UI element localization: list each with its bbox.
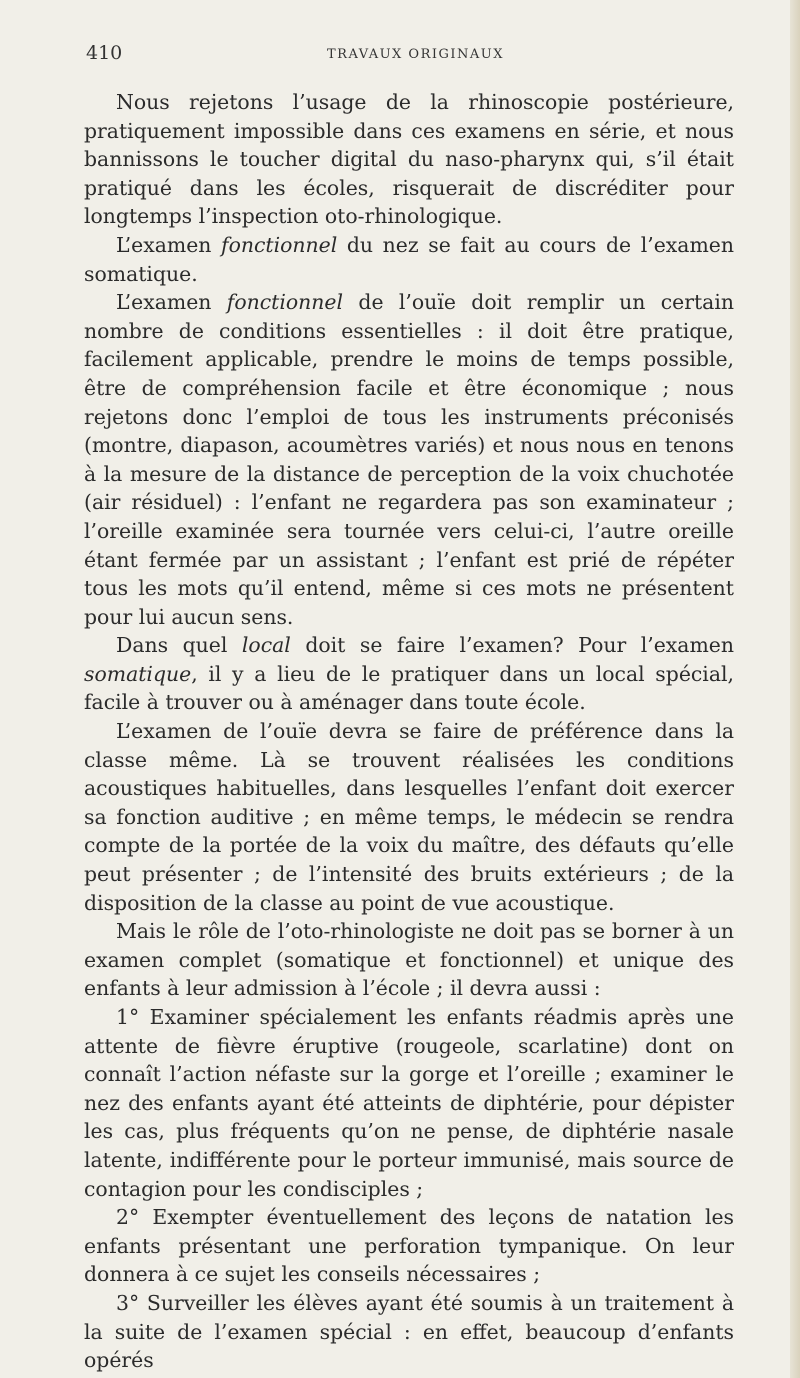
paragraph-5: L’examen de l’ouïe devra se faire de préférence dans la classe même. Là se trouvent réalisées les conditions acoustiques habituelles, dans lesquelles l’enfant doit exercer sa fonction auditive ; en même temps, le médecin se rendra compte de la portée de la voix du maître, des défauts qu’elle peut présenter ; de l’intensité des bruits extérieurs ; de la disposition de la classe au point de vue acoustique.: [84, 719, 734, 915]
paragraph-3-text-start: L’examen: [116, 290, 227, 315]
paragraph-3-emphasis: fonctionnel: [226, 290, 344, 315]
paragraph-9: 3° Surveiller les élèves ayant été soumis à un traitement à la suite de l’examen spécial : en effet, beaucoup d’enfants opérés: [84, 1290, 734, 1373]
page-header: [82, 42, 740, 72]
paragraph-7: 1° Examiner spécialement les enfants réadmis après une attente de fièvre éruptive (rougeole, scarlatine) dont on connaît l’action néfaste sur la gorge et l’oreille ; examiner le nez des enfants ayant été atteints de diphtérie, pour dépister les cas, plus fréquents qu’on ne pense, de diphtérie nasale latente, indifférente pour le porteur immunisé, mais source de contagion pour les condisciples ;: [84, 1005, 734, 1201]
paragraph-4-text-end: , il y a lieu de le pratiquer dans un local spécial, facile à trouver ou à aménager dans toute école.: [84, 661, 734, 715]
paragraph-4-emphasis-somatique: somatique: [84, 661, 192, 686]
paragraph-2-emphasis: fonctionnel: [221, 232, 338, 257]
paragraph-3: [84, 288, 734, 631]
body-text: [84, 88, 734, 1375]
paragraph-4-text-middle: doit se faire l’examen? Pour l’examen: [290, 633, 734, 658]
paragraph-2-text-end: du nez se fait au cours de l’examen somatique.: [84, 232, 734, 286]
paragraph-2: [84, 231, 734, 288]
paragraph-4: [84, 631, 734, 717]
paragraph-4-text-start: Dans quel: [116, 633, 242, 658]
paragraph-8: 2° Exempter éventuellement des leçons de natation les enfants présentant une perforation tympanique. On leur donnera à ce sujet les conseils nécessaires ;: [84, 1205, 734, 1287]
page-number: 410: [86, 42, 123, 64]
paragraph-1: Nous rejetons l’usage de la rhinoscopie postérieure, pratiquement impossible dans ces examens en série, et nous bannissons le toucher digital du naso-pharynx qui, s’il était pratiqué dans les écoles, risquerait de discréditer pour longtemps l’inspection oto-rhinologique.: [84, 90, 734, 229]
paragraph-6: Mais le rôle de l’oto-rhinologiste ne doit pas se borner à un examen complet (somatique et fonctionnel) et unique des enfants à leur admission à l’école ; il devra aussi :: [84, 919, 734, 1001]
running-title: TRAVAUX ORIGINAUX: [327, 47, 505, 62]
paragraph-4-emphasis-local: local: [241, 633, 291, 658]
page-edge-shadow: [790, 0, 800, 1378]
paragraph-3-text-end: de l’ouïe doit remplir un certain nombre de conditions essentielles : il doit être pratique, facilement applicable, prendre le moins de temps possible, être de compréhension facile et être économique ; nous rejetons donc l’emploi de tous les instruments préconisés (montre, diapason, acoumètres variés) et nous nous en tenons à la mesure de la distance de perception de la voix chuchotée (air résiduel) : l’enfant ne regardera pas son examinateur ; l’oreille examinée sera tournée vers celui-ci, l’autre oreille étant fermée par un assistant ; l’enfant est prié de répéter tous les mots qu’il entend, même si ces mots ne présentent pour lui aucun sens.: [84, 290, 734, 629]
paragraph-2-text-start: L’examen: [116, 232, 222, 257]
